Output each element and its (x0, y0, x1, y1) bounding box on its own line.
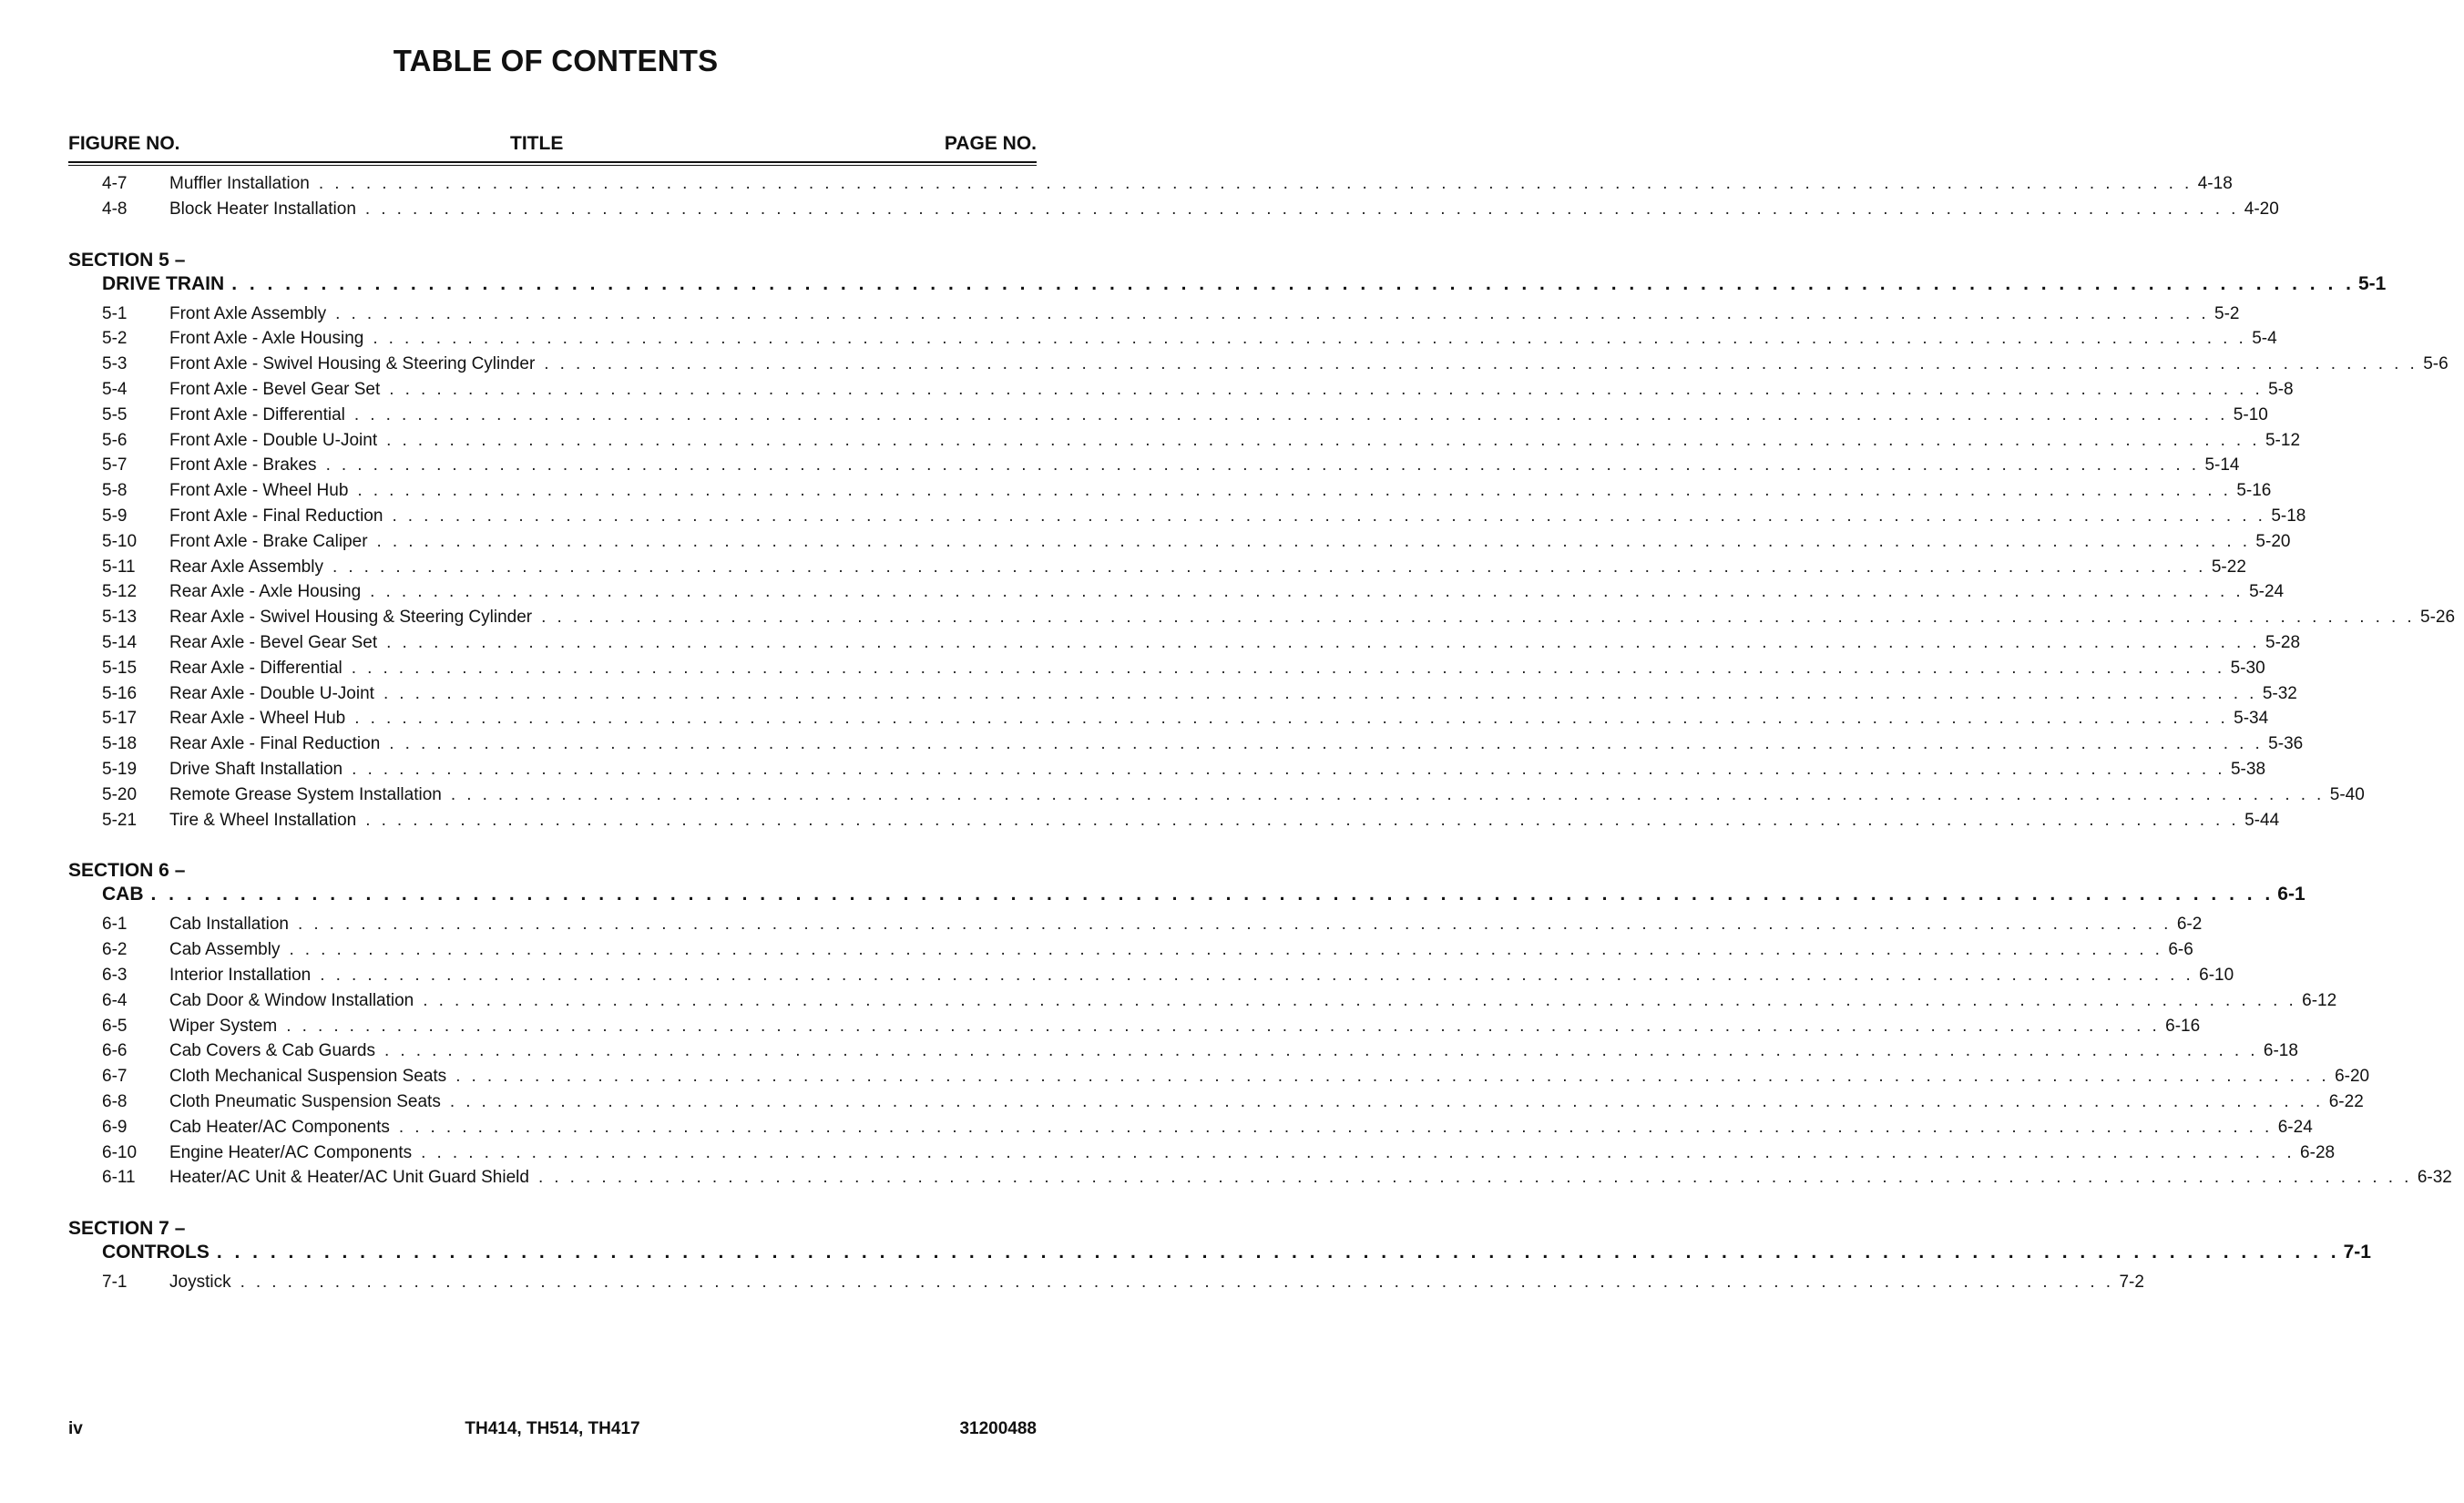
figure-title: Joystick (169, 1273, 231, 1293)
figure-title: Block Heater Installation (169, 199, 356, 219)
figure-number: 6-7 (102, 1067, 128, 1087)
page-number: 6-28 (2300, 1142, 2336, 1162)
page-number: 5-32 (2262, 683, 2297, 703)
toc-entry[interactable] (102, 478, 2272, 504)
figure-number: 5-20 (102, 784, 138, 804)
figure-number: 5-18 (102, 734, 138, 754)
dot-leader: . . . . . . . . . . . . . . . . . . . . . . . . . . . . . . . . . . . . . . . . . . . . . . . . . . . . . . . . . . . . . . . . . . . . . . . . . . . . . . . . . . . . . . . . . . . . . . . . . . . . . . . . . . . . . . . . . . . . . . . (332, 557, 2206, 577)
figure-number: 5-19 (102, 760, 138, 779)
toc-entry[interactable] (102, 782, 2365, 808)
page-number: 5-18 (2271, 506, 2306, 526)
figure-number: 5-21 (102, 810, 138, 830)
figure-number: 5-5 (102, 404, 128, 424)
dot-leader: . . . . . . . . . . . . . . . . . . . . . . . . . . . . . . . . . . . . . . . . . . . . . . . . . . . . . . . . . . . . . . . . . . . . . . . . . . . . . . . . . . . . . . . . . . . . . . . . . . . . . . . . . . . . . . . . . . . . . . . (398, 1117, 2273, 1137)
footer-page-number: iv (68, 1419, 83, 1438)
toc-entry[interactable] (102, 706, 2269, 731)
dot-leader: . . . . . . . . . . . . . . . . . . . . . . . . . . . . . . . . . . . . . . . . . . . . . . . . . . . . . . . . . . . . . . . . . . . . . . . . . . . . . . . . . . . . . . . . . . . . . . . . . . . . . . . . . . . . . . . . . . . . . . . (365, 810, 2240, 830)
figure-title: Engine Heater/AC Components (169, 1142, 413, 1162)
figure-title: Front Axle - Axle Housing (169, 329, 364, 349)
figure-title: Front Axle - Bevel Gear Set (169, 380, 381, 399)
dot-leader: . . . . . . . . . . . . . . . . . . . . . . . . . . . . . . . . . . . . . . . . . . . . . . . . . . . . . . . . . . . . . . . . . . . . . . . . . . . . . . . . . . . . . . . . . . . . . . . . . . . . . . . . . . . . . . . . . . . . . . . (421, 1142, 2295, 1162)
page-number: 5-36 (2268, 734, 2304, 754)
toc-entry[interactable] (102, 1165, 2452, 1191)
figure-number: 5-3 (102, 354, 128, 374)
footer-document-number: 31200488 (959, 1419, 1037, 1438)
dot-leader: . . . . . . . . . . . . . . . . . . . . . . . . . . . . . . . . . . . . . . . . . . . . . . . . . . . . . . . . . . . . . . . . . . . . . . . . . . . . . . . . . . . . . . . . . . . . . . . . . . . . . . . . . . . . . . . . . . . . . . . (364, 199, 2239, 219)
figure-number: 6-3 (102, 966, 128, 985)
dot-leader: . . . . . . . . . . . . . . . . . . . . . . . . . . . . . . . . . . . . . . . . . . . . . . . . . . . . . . . . . . . . . . . . . . . . . . . . . . . . . . . . . . . . . . . . . . . . . . . . . . . . . . . . . . . . . . . . . . . . . . . (352, 760, 2225, 779)
page-number: 5-16 (2236, 481, 2272, 501)
page-number: 5-6 (2423, 354, 2449, 374)
page-number: 6-18 (2263, 1041, 2298, 1061)
page-number: 4-18 (2197, 174, 2233, 193)
toc-entry[interactable] (102, 681, 2297, 707)
page-number: 6-16 (2165, 1016, 2201, 1036)
section-label: SECTION 7 – (68, 1218, 186, 1240)
toc-entry[interactable] (102, 1014, 2201, 1039)
page-number: 5-28 (2265, 633, 2301, 652)
toc-entry[interactable] (102, 403, 2268, 428)
dot-leader: . . . . . . . . . . . . . . . . . . . . . . . . . . . . . . . . . . . . . . . . . . . . . . . . . . . . . . . . . . . . . . . . . . . . . . . . . . . . . . . . . . . . . . . . . . . . . . . . . . . . . . . . . . . . . . . . . . . . . . . (384, 1041, 2258, 1061)
figure-number: 6-10 (102, 1142, 138, 1162)
page-number: 5-14 (2204, 455, 2240, 475)
figure-title: Front Axle - Differential (169, 404, 345, 424)
section-heading[interactable] (102, 271, 2387, 297)
toc-entry[interactable] (102, 428, 2301, 454)
section-label: SECTION 5 – (68, 249, 186, 271)
figure-number: 5-9 (102, 506, 128, 526)
figure-title: Front Axle - Brake Caliper (169, 531, 368, 551)
dot-leader: . . . . . . . . . . . . . . . . . . . . . . . . . . . . . . . . . . . . . . . . . . . . . . . . . . . . . . . . . . . . . . . . . . . . . . . . . . . . . . . . . . . . . . . . . . . . . . . . . . . . . . . . . . . . . . . . . . . . . . . (318, 174, 2193, 193)
toc-entry[interactable] (102, 302, 2240, 327)
page-number: 7-2 (2119, 1273, 2144, 1293)
dot-leader: . . . . . . . . . . . . . . . . . . . . . . . . . . . . . . . . . . . . . . . . . . . . . . . . . . . . . . . . . . . . . . . . . . . . . . . . . . . . . . . . . . . . . . . . . . . . . . . . . . . . . . . . . . . . . . . . . . . . . . . (541, 608, 2416, 628)
figure-title: Rear Axle - Swivel Housing & Steering Cylinder (169, 608, 533, 628)
footer-models: TH414, TH514, TH417 (465, 1419, 640, 1438)
dot-leader: . . . . . . . . . . . . . . . . . . . . . . . . . . . . . . . . . . . . . . . . . . . . . . . . . . . . . . . . . . . . . . . . . . . . . . . . . . . . . . . . . . . . . . . . . . . . . . . . . . . . . . . . . . . . . . . . . . . . . . . (216, 1242, 2340, 1263)
dot-leader: . . . . . . . . . . . . . . . . . . . . . . . . . . . . . . . . . . . . . . . . . . . . . . . . . . . . . . . . . . . . . . . . . . . . . . . . . . . . . . . . . . . . . . . . . . . . . . . . . . . . . . . . . . . . . . . . . . . . . . . (351, 658, 2225, 678)
dot-leader: . . . . . . . . . . . . . . . . . . . . . . . . . . . . . . . . . . . . . . . . . . . . . . . . . . . . . . . . . . . . . . . . . . . . . . . . . . . . . . . . . . . . . . . . . . . . . . . . . . . . . . . . . . . . . . . . . . . . . . . (373, 329, 2247, 349)
figure-number: 6-6 (102, 1041, 128, 1061)
toc-entry[interactable] (102, 1089, 2364, 1115)
dot-leader: . . . . . . . . . . . . . . . . . . . . . . . . . . . . . . . . . . . . . . . . . . . . . . . . . . . . . . . . . . . . . . . . . . . . . . . . . . . . . . . . . . . . . . . . . . . . . . . . . . . . . . . . . . . . . . . . . . . . . . . (386, 430, 2260, 450)
section-heading[interactable] (102, 882, 2306, 907)
toc-entry[interactable] (102, 605, 2456, 630)
figure-title: Wiper System (169, 1016, 278, 1036)
page-number: 5-26 (2420, 608, 2456, 628)
column-header-figure: FIGURE NO. (68, 133, 180, 154)
dot-leader: . . . . . . . . . . . . . . . . . . . . . . . . . . . . . . . . . . . . . . . . . . . . . . . . . . . . . . . . . . . . . . . . . . . . . . . . . . . . . . . . . . . . . . . . . . . . . . . . . . . . . . . . . . . . . . . . . . . . . . . (357, 481, 2232, 501)
dot-leader: . . . . . . . . . . . . . . . . . . . . . . . . . . . . . . . . . . . . . . . . . . . . . . . . . . . . . . . . . . . . . . . . . . . . . . . . . . . . . . . . . . . . . . . . . . . . . . . . . . . . . . . . . . . . . . . . . . . . . . . (392, 506, 2266, 526)
figure-title: Cab Installation (169, 915, 289, 935)
figure-title: Muffler Installation (169, 174, 310, 193)
toc-entry[interactable] (102, 757, 2266, 782)
toc-entry[interactable] (102, 529, 2291, 555)
figure-number: 7-1 (102, 1273, 128, 1293)
figure-number: 5-17 (102, 709, 138, 729)
dot-leader: . . . . . . . . . . . . . . . . . . . . . . . . . . . . . . . . . . . . . . . . . . . . . . . . . . . . . . . . . . . . . . . . . . . . . . . . . . . . . . . . . . . . . . . . . . . . . . . . . . . . . . . . . . . . . . . . . . . . . . . (320, 966, 2194, 985)
dot-leader: . . . . . . . . . . . . . . . . . . . . . . . . . . . . . . . . . . . . . . . . . . . . . . . . . . . . . . . . . . . . . . . . . . . . . . . . . . . . . . . . . . . . . . . . . . . . . . . . . . . . . . . . . . . . . . . . . . . . . . . (286, 1016, 2161, 1036)
figure-number: 5-11 (102, 557, 136, 577)
page-number: 5-34 (2234, 709, 2269, 729)
page-number: 5-10 (2233, 404, 2268, 424)
page-number: 5-44 (2244, 810, 2280, 830)
figure-title: Rear Axle - Final Reduction (169, 734, 381, 754)
dot-leader: . . . . . . . . . . . . . . . . . . . . . . . . . . . . . . . . . . . . . . . . . . . . . . . . . . . . . . . . . . . . . . . . . . . . . . . . . . . . . . . . . . . . . . . . . . . . . . . . . . . . . . . . . . . . . . . . . . . . . . . (231, 272, 2355, 294)
figure-number: 6-4 (102, 990, 128, 1010)
toc-entry[interactable] (102, 555, 2246, 580)
figure-number: 5-14 (102, 633, 138, 652)
figure-title: Front Axle - Wheel Hub (169, 481, 349, 501)
toc-entry[interactable] (102, 377, 2294, 403)
dot-leader: . . . . . . . . . . . . . . . . . . . . . . . . . . . . . . . . . . . . . . . . . . . . . . . . . . . . . . . . . . . . . . . . . . . . . . . . . . . . . . . . . . . . . . . . . . . . . . . . . . . . . . . . . . . . . . . . . . . . . . . (353, 404, 2228, 424)
toc-entry[interactable] (102, 656, 2265, 681)
figure-title: Cab Door & Window Installation (169, 990, 414, 1010)
figure-title: Front Axle - Final Reduction (169, 506, 383, 526)
toc-entry[interactable] (102, 171, 2233, 197)
page-number: 6-2 (2176, 915, 2203, 935)
figure-title: Cab Covers & Cab Guards (169, 1041, 375, 1061)
figure-title: Rear Axle - Double U-Joint (169, 683, 374, 703)
page-number: 5-22 (2211, 557, 2246, 577)
dot-leader: . . . . . . . . . . . . . . . . . . . . . . . . . . . . . . . . . . . . . . . . . . . . . . . . . . . . . . . . . . . . . . . . . . . . . . . . . . . . . . . . . . . . . . . . . . . . . . . . . . . . . . . . . . . . . . . . . . . . . . . (289, 940, 2163, 960)
page-title: TABLE OF CONTENTS (393, 44, 719, 77)
section-label: SECTION 6 – (68, 860, 186, 882)
page-number: 5-12 (2265, 430, 2301, 450)
dot-leader: . . . . . . . . . . . . . . . . . . . . . . . . . . . . . . . . . . . . . . . . . . . . . . . . . . . . . . . . . . . . . . . . . . . . . . . . . . . . . . . . . . . . . . . . . . . . . . . . . . . . . . . . . . . . . . . . . . . . . . . (389, 734, 2264, 754)
figure-number: 5-1 (102, 303, 128, 323)
figure-title: Interior Installation (169, 966, 312, 985)
dot-leader: . . . . . . . . . . . . . . . . . . . . . . . . . . . . . . . . . . . . . . . . . . . . . . . . . . . . . . . . . . . . . . . . . . . . . . . . . . . . . . . . . . . . . . . . . . . . . . . . . . . . . . . . . . . . . . . . . . . . . . . (297, 915, 2172, 935)
toc-entry[interactable] (102, 1115, 2313, 1140)
toc-entry[interactable] (102, 1038, 2298, 1064)
figure-title: Heater/AC Unit & Heater/AC Unit Guard Shield (169, 1168, 529, 1188)
figure-number: 6-11 (102, 1168, 136, 1188)
toc-entry[interactable] (102, 1140, 2336, 1166)
toc-entry[interactable] (102, 937, 2193, 963)
page-number: 6-6 (2168, 940, 2193, 960)
toc-entry[interactable] (102, 630, 2301, 656)
dot-leader: . . . . . . . . . . . . . . . . . . . . . . . . . . . . . . . . . . . . . . . . . . . . . . . . . . . . . . . . . . . . . . . . . . . . . . . . . . . . . . . . . . . . . . . . . . . . . . . . . . . . . . . . . . . . . . . . . . . . . . . (389, 380, 2264, 399)
figure-title: Tire & Wheel Installation (169, 810, 357, 830)
dot-leader: . . . . . . . . . . . . . . . . . . . . . . . . . . . . . . . . . . . . . . . . . . . . . . . . . . . . . . . . . . . . . . . . . . . . . . . . . . . . . . . . . . . . . . . . . . . . . . . . . . . . . . . . . . . . . . . . . . . . . . . (354, 709, 2229, 729)
figure-number: 6-2 (102, 940, 128, 960)
figure-number: 5-4 (102, 380, 128, 399)
page-number: 4-20 (2244, 199, 2279, 219)
page-number: 5-38 (2230, 760, 2266, 779)
page-number: 5-4 (2252, 329, 2277, 349)
dot-leader: . . . . . . . . . . . . . . . . . . . . . . . . . . . . . . . . . . . . . . . . . . . . . . . . . . . . . . . . . . . . . . . . . . . . . . . . . . . . . . . . . . . . . . . . . . . . . . . . . . . . . . . . . . . . . . . . . . . . . . . (449, 1092, 2324, 1111)
toc-entry[interactable] (102, 808, 2280, 833)
figure-title: Cloth Mechanical Suspension Seats (169, 1067, 447, 1087)
figure-number: 4-8 (102, 199, 128, 219)
figure-title: Front Axle - Swivel Housing & Steering Cylinder (169, 354, 536, 374)
figure-title: Front Axle Assembly (169, 303, 327, 323)
figure-number: 5-15 (102, 658, 138, 678)
section-page-number: 7-1 (2343, 1242, 2371, 1263)
toc-entry[interactable] (102, 197, 2279, 222)
toc-entry[interactable] (102, 504, 2306, 529)
figure-title: Remote Grease System Installation (169, 784, 442, 804)
toc-entry[interactable] (102, 453, 2240, 478)
page-number: 5-8 (2268, 380, 2294, 399)
figure-title: Rear Axle - Bevel Gear Set (169, 633, 378, 652)
section-title: CONTROLS (102, 1242, 210, 1263)
toc-entry[interactable] (102, 731, 2304, 757)
dot-leader: . . . . . . . . . . . . . . . . . . . . . . . . . . . . . . . . . . . . . . . . . . . . . . . . . . . . . . . . . . . . . . . . . . . . . . . . . . . . . . . . . . . . . . . . . . . . . . . . . . . . . . . . . . . . . . . . . . . . . . . (537, 1168, 2412, 1188)
page-number: 5-30 (2230, 658, 2265, 678)
toc-entry[interactable] (102, 988, 2337, 1014)
page-number: 5-40 (2329, 784, 2365, 804)
figure-number: 5-8 (102, 481, 128, 501)
figure-title: Cab Heater/AC Components (169, 1117, 390, 1137)
dot-leader: . . . . . . . . . . . . . . . . . . . . . . . . . . . . . . . . . . . . . . . . . . . . . . . . . . . . . . . . . . . . . . . . . . . . . . . . . . . . . . . . . . . . . . . . . . . . . . . . . . . . . . . . . . . . . . . . . . . . . . . (335, 303, 2210, 323)
figure-title: Front Axle - Double U-Joint (169, 430, 378, 450)
column-header-page: PAGE NO. (944, 133, 1037, 154)
figure-number: 6-9 (102, 1117, 128, 1137)
dot-leader: . . . . . . . . . . . . . . . . . . . . . . . . . . . . . . . . . . . . . . . . . . . . . . . . . . . . . . . . . . . . . . . . . . . . . . . . . . . . . . . . . . . . . . . . . . . . . . . . . . . . . . . . . . . . . . . . . . . . . . . (370, 582, 2244, 602)
toc-entry[interactable] (102, 912, 2203, 937)
figure-title: Rear Axle - Axle Housing (169, 582, 362, 602)
dot-leader: . . . . . . . . . . . . . . . . . . . . . . . . . . . . . . . . . . . . . . . . . . . . . . . . . . . . . . . . . . . . . . . . . . . . . . . . . . . . . . . . . . . . . . . . . . . . . . . . . . . . . . . . . . . . . . . . . . . . . . . (150, 884, 2275, 905)
section-heading[interactable] (102, 1240, 2371, 1265)
dot-leader: . . . . . . . . . . . . . . . . . . . . . . . . . . . . . . . . . . . . . . . . . . . . . . . . . . . . . . . . . . . . . . . . . . . . . . . . . . . . . . . . . . . . . . . . . . . . . . . . . . . . . . . . . . . . . . . . . . . . . . . (386, 633, 2260, 652)
header-divider (68, 161, 1037, 166)
toc-entry[interactable] (102, 963, 2234, 988)
page-number: 6-12 (2302, 990, 2337, 1010)
figure-title: Rear Axle - Differential (169, 658, 343, 678)
page-number: 6-10 (2199, 966, 2234, 985)
dot-leader: . . . . . . . . . . . . . . . . . . . . . . . . . . . . . . . . . . . . . . . . . . . . . . . . . . . . . . . . . . . . . . . . . . . . . . . . . . . . . . . . . . . . . . . . . . . . . . . . . . . . . . . . . . . . . . . . . . . . . . . (455, 1067, 2330, 1087)
column-header-title: TITLE (510, 133, 564, 154)
page-number: 5-2 (2214, 303, 2240, 323)
figure-title: Drive Shaft Installation (169, 760, 343, 779)
figure-number: 5-16 (102, 683, 138, 703)
page-number: 5-20 (2255, 531, 2291, 551)
page-number: 6-20 (2335, 1067, 2370, 1087)
toc-entry[interactable] (102, 326, 2277, 352)
dot-leader: . . . . . . . . . . . . . . . . . . . . . . . . . . . . . . . . . . . . . . . . . . . . . . . . . . . . . . . . . . . . . . . . . . . . . . . . . . . . . . . . . . . . . . . . . . . . . . . . . . . . . . . . . . . . . . . . . . . . . . . (376, 531, 2251, 551)
figure-number: 5-12 (102, 582, 138, 602)
figure-title: Rear Axle - Wheel Hub (169, 709, 346, 729)
page-number: 5-24 (2249, 582, 2285, 602)
toc-entry[interactable] (102, 579, 2285, 605)
figure-number: 6-5 (102, 1016, 128, 1036)
toc-entry[interactable] (102, 1270, 2144, 1295)
section-page-number: 5-1 (2357, 272, 2387, 294)
section-title: CAB (102, 884, 144, 905)
figure-number: 5-10 (102, 531, 138, 551)
dot-leader: . . . . . . . . . . . . . . . . . . . . . . . . . . . . . . . . . . . . . . . . . . . . . . . . . . . . . . . . . . . . . . . . . . . . . . . . . . . . . . . . . . . . . . . . . . . . . . . . . . . . . . . . . . . . . . . . . . . . . . . (450, 784, 2325, 804)
figure-number: 5-6 (102, 430, 128, 450)
figure-number: 5-2 (102, 329, 128, 349)
toc-entry[interactable] (102, 1064, 2370, 1089)
page-number: 6-24 (2277, 1117, 2313, 1137)
section-title: DRIVE TRAIN (102, 272, 225, 294)
dot-leader: . . . . . . . . . . . . . . . . . . . . . . . . . . . . . . . . . . . . . . . . . . . . . . . . . . . . . . . . . . . . . . . . . . . . . . . . . . . . . . . . . . . . . . . . . . . . . . . . . . . . . . . . . . . . . . . . . . . . . . . (383, 683, 2257, 703)
figure-title: Front Axle - Brakes (169, 455, 317, 475)
figure-title: Cloth Pneumatic Suspension Seats (169, 1092, 441, 1111)
dot-leader: . . . . . . . . . . . . . . . . . . . . . . . . . . . . . . . . . . . . . . . . . . . . . . . . . . . . . . . . . . . . . . . . . . . . . . . . . . . . . . . . . . . . . . . . . . . . . . . . . . . . . . . . . . . . . . . . . . . . . . . (544, 354, 2418, 374)
dot-leader: . . . . . . . . . . . . . . . . . . . . . . . . . . . . . . . . . . . . . . . . . . . . . . . . . . . . . . . . . . . . . . . . . . . . . . . . . . . . . . . . . . . . . . . . . . . . . . . . . . . . . . . . . . . . . . . . . . . . . . . (423, 990, 2297, 1010)
section-page-number: 6-1 (2277, 884, 2306, 905)
figure-number: 5-7 (102, 455, 128, 475)
figure-title: Rear Axle Assembly (169, 557, 323, 577)
figure-number: 4-7 (102, 174, 128, 193)
figure-number: 6-8 (102, 1092, 128, 1111)
page-number: 6-22 (2328, 1092, 2364, 1111)
dot-leader: . . . . . . . . . . . . . . . . . . . . . . . . . . . . . . . . . . . . . . . . . . . . . . . . . . . . . . . . . . . . . . . . . . . . . . . . . . . . . . . . . . . . . . . . . . . . . . . . . . . . . . . . . . . . . . . . . . . . . . . (325, 455, 2200, 475)
dot-leader: . . . . . . . . . . . . . . . . . . . . . . . . . . . . . . . . . . . . . . . . . . . . . . . . . . . . . . . . . . . . . . . . . . . . . . . . . . . . . . . . . . . . . . . . . . . . . . . . . . . . . . . . . . . . . . . . . . . . . . . (240, 1273, 2114, 1293)
figure-number: 6-1 (102, 915, 128, 935)
page-number: 6-32 (2417, 1168, 2452, 1188)
figure-number: 5-13 (102, 608, 138, 628)
toc-entry[interactable] (102, 352, 2449, 377)
figure-title: Cab Assembly (169, 940, 281, 960)
